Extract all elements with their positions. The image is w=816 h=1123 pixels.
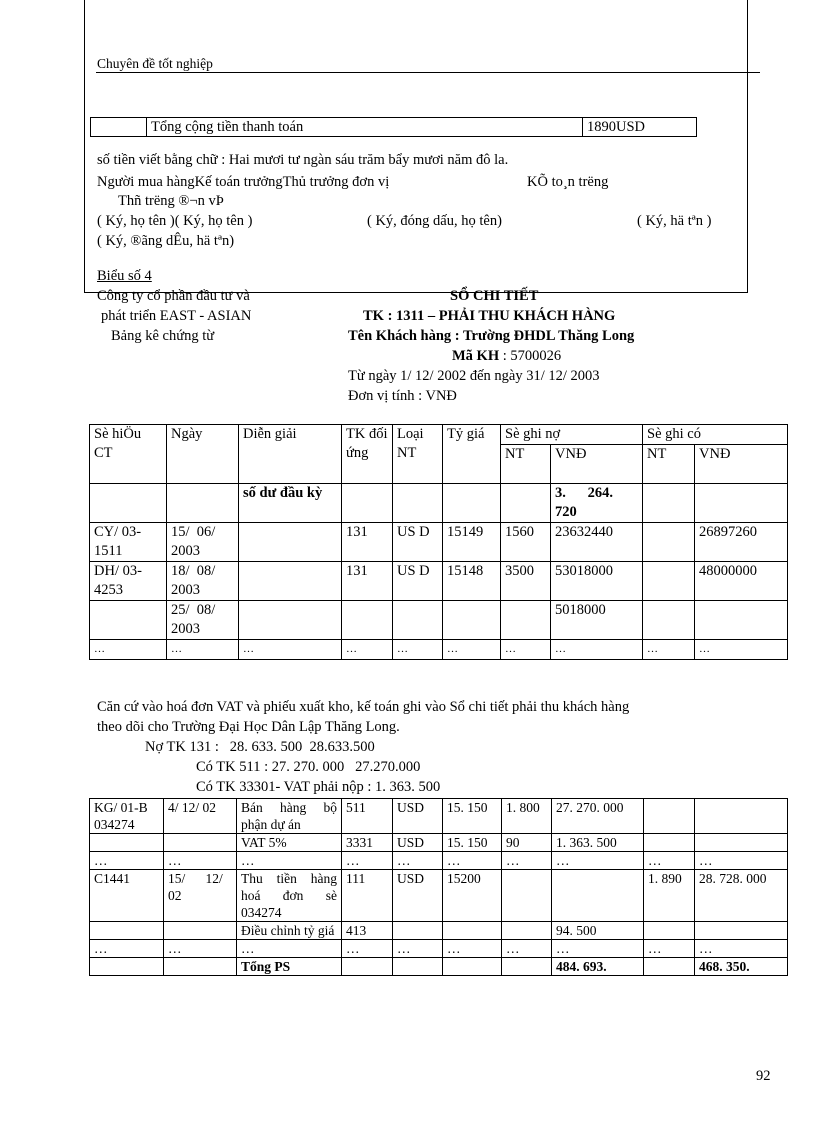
cell-credit-vnd bbox=[695, 922, 788, 940]
header-debit: Sè ghi nợ bbox=[501, 425, 643, 445]
transactions-table bbox=[89, 798, 788, 976]
total-debit: 484. 693. bbox=[552, 958, 644, 976]
cell-desc: VAT 5% bbox=[237, 834, 342, 852]
cell-credit-nt bbox=[643, 523, 695, 562]
cell-doc bbox=[90, 601, 167, 640]
cell-cur: US D bbox=[393, 523, 443, 562]
cell-doc: KG/ 01-B 034274 bbox=[90, 799, 164, 834]
cell-rate: … bbox=[443, 640, 501, 660]
cell-doc: … bbox=[90, 852, 164, 870]
signature-sign-1: ( Ký, họ tên )( Ký, họ tên ) bbox=[97, 213, 253, 229]
cell-credit-vnd: 48000000 bbox=[695, 562, 788, 601]
cell-credit-nt bbox=[644, 799, 695, 834]
cell-desc: Thu tiền hàng hoá đơn sè 034274 bbox=[237, 870, 342, 922]
table-cell bbox=[443, 958, 502, 976]
ledger-table bbox=[89, 424, 788, 660]
cell-cur bbox=[393, 601, 443, 640]
table-row bbox=[90, 562, 788, 601]
cell-acc: 111 bbox=[342, 870, 393, 922]
cell-cur: US D bbox=[393, 562, 443, 601]
cell-debit-nt: 1. 800 bbox=[502, 799, 552, 834]
journal-entry-credit-1: Có TK 511 : 27. 270. 000 27.270.000 bbox=[196, 759, 421, 775]
signature-sign-3: ( Ký, hä tªn ) bbox=[637, 213, 712, 229]
cell-cur: USD bbox=[393, 799, 443, 834]
cell-doc: DH/ 03- 4253 bbox=[90, 562, 167, 601]
table-row bbox=[90, 834, 788, 852]
table-cell bbox=[342, 484, 393, 523]
header-debit-vnd: VNĐ bbox=[551, 445, 643, 484]
table-cell bbox=[90, 484, 167, 523]
table-cell bbox=[393, 484, 443, 523]
cell-desc bbox=[239, 562, 342, 601]
cell-doc bbox=[90, 834, 164, 852]
cell-debit-nt: 90 bbox=[502, 834, 552, 852]
table-row bbox=[90, 523, 788, 562]
table-row bbox=[90, 640, 788, 660]
cell-doc: CY/ 03- 1511 bbox=[90, 523, 167, 562]
cell-debit-nt bbox=[502, 922, 552, 940]
cell-debit-nt: … bbox=[502, 852, 552, 870]
cell-credit-vnd: 28. 728. 000 bbox=[695, 870, 788, 922]
table-cell bbox=[501, 484, 551, 523]
cell-acc: … bbox=[342, 852, 393, 870]
signature-sign-4: ( Ký, ®ãng dÊu, hä tªn) bbox=[97, 233, 235, 249]
cell-rate: 15. 150 bbox=[443, 799, 502, 834]
cell-debit-nt: 3500 bbox=[501, 562, 551, 601]
cell-acc: 413 bbox=[342, 922, 393, 940]
ledger-account: TK : 1311 – PHẢI THU KHÁCH HÀNG bbox=[363, 308, 616, 324]
customer-code-label: Mã KH bbox=[452, 348, 500, 364]
table-row bbox=[90, 852, 788, 870]
header-description: Diễn giải bbox=[239, 425, 342, 484]
cell-rate: … bbox=[443, 940, 502, 958]
cell-credit-nt: 1. 890 bbox=[644, 870, 695, 922]
cell-rate: 15149 bbox=[443, 523, 501, 562]
header-date: Ngày bbox=[167, 425, 239, 484]
cell-date: 4/ 12/ 02 bbox=[164, 799, 237, 834]
ledger-period: Từ ngày 1/ 12/ 2002 đến ngày 31/ 12/ 2003 bbox=[348, 368, 600, 384]
header-credit-nt: NT bbox=[643, 445, 695, 484]
table-row bbox=[90, 601, 788, 640]
cell-credit-nt: … bbox=[643, 640, 695, 660]
cell-debit-vnd: 5018000 bbox=[551, 601, 643, 640]
header-currency-type: Loại NT bbox=[393, 425, 443, 484]
company-line-3: Bảng kê chứng từ bbox=[111, 328, 215, 344]
header-title: Chuyên đề tốt nghiệp bbox=[97, 56, 213, 71]
cell-cur: … bbox=[393, 940, 443, 958]
table-cell bbox=[502, 958, 552, 976]
header-debit-nt: NT bbox=[501, 445, 551, 484]
signature-sign-2: ( Ký, đóng dấu, họ tên) bbox=[367, 213, 502, 229]
cell-credit-nt: … bbox=[644, 940, 695, 958]
cell-doc: … bbox=[90, 640, 167, 660]
total-row bbox=[90, 958, 788, 976]
cell-debit-vnd: 27. 270. 000 bbox=[552, 799, 644, 834]
cell-date: … bbox=[164, 940, 237, 958]
cell-debit-vnd: 23632440 bbox=[551, 523, 643, 562]
cell-credit-vnd: … bbox=[695, 852, 788, 870]
cell-acc: 3331 bbox=[342, 834, 393, 852]
header-rule bbox=[96, 72, 760, 73]
cell-date: … bbox=[164, 852, 237, 870]
table-cell bbox=[695, 484, 788, 523]
table-row bbox=[90, 922, 788, 940]
cell-acc: … bbox=[342, 940, 393, 958]
total-credit: 468. 350. bbox=[695, 958, 788, 976]
cell-debit-nt: 1560 bbox=[501, 523, 551, 562]
page-number: 92 bbox=[756, 1068, 771, 1084]
cell-acc: 131 bbox=[342, 562, 393, 601]
cell-credit-nt bbox=[644, 922, 695, 940]
cell-desc: Điều chỉnh tỷ giá bbox=[237, 922, 342, 940]
cell-desc: … bbox=[237, 940, 342, 958]
cell-doc bbox=[90, 922, 164, 940]
table-header-row bbox=[90, 425, 788, 445]
company-line-1: Công ty cổ phần đầu tư và bbox=[97, 288, 250, 304]
cell-date: 15/ 12/ 02 bbox=[164, 870, 237, 922]
company-line-2: phát triển EAST - ASIAN bbox=[101, 308, 252, 324]
table-row bbox=[90, 870, 788, 922]
cell-credit-nt: … bbox=[644, 852, 695, 870]
cell-date bbox=[164, 834, 237, 852]
cell-credit-vnd: 26897260 bbox=[695, 523, 788, 562]
cell-cur bbox=[393, 922, 443, 940]
header-doc-no: Sè hiÖu CT bbox=[90, 425, 167, 484]
cell-cur: USD bbox=[393, 870, 443, 922]
cell-credit-nt bbox=[643, 562, 695, 601]
signature-role-head: Thñ trëng ®¬n vÞ bbox=[118, 193, 224, 209]
cell-credit-nt bbox=[644, 834, 695, 852]
ledger-title: SỔ CHI TIẾT bbox=[450, 288, 539, 304]
journal-entry-credit-2: Có TK 33301- VAT phải nộp : 1. 363. 500 bbox=[196, 779, 441, 795]
cell-credit-vnd: … bbox=[695, 640, 788, 660]
cell-date: … bbox=[167, 640, 239, 660]
cell-debit-vnd: … bbox=[552, 940, 644, 958]
cell-rate: 15148 bbox=[443, 562, 501, 601]
cell-date: 18/ 08/ 2003 bbox=[167, 562, 239, 601]
table-cell bbox=[342, 958, 393, 976]
form-number: Biểu số 4 bbox=[97, 268, 152, 284]
cell-desc: … bbox=[239, 640, 342, 660]
table-cell bbox=[643, 484, 695, 523]
cell-date bbox=[164, 922, 237, 940]
narrative-line-2: theo dõi cho Trường Đại Học Dân Lập Thăng Long. bbox=[97, 719, 400, 735]
cell-doc: C1441 bbox=[90, 870, 164, 922]
cell-cur: … bbox=[393, 852, 443, 870]
total-box bbox=[90, 117, 697, 137]
cell-debit-vnd: 53018000 bbox=[551, 562, 643, 601]
cell-desc: … bbox=[237, 852, 342, 870]
cell-credit-vnd bbox=[695, 834, 788, 852]
header-credit: Sè ghi có bbox=[643, 425, 788, 445]
ledger-customer: Tên Khách hàng : Trường ĐHDL Thăng Long bbox=[348, 328, 635, 344]
cell-credit-nt bbox=[643, 601, 695, 640]
opening-balance-value: 3. 264. 720 bbox=[551, 484, 643, 523]
cell-cur: USD bbox=[393, 834, 443, 852]
opening-balance-label: số dư đầu kỳ bbox=[239, 484, 342, 523]
signature-roles: Người mua hàngKế toán trưởngThủ trưởng đơn vị bbox=[97, 174, 390, 190]
cell-rate: … bbox=[443, 852, 502, 870]
total-value: 1890USD bbox=[583, 118, 697, 137]
cell-desc bbox=[239, 601, 342, 640]
cell-debit-vnd: 1. 363. 500 bbox=[552, 834, 644, 852]
table-cell bbox=[443, 484, 501, 523]
cell-rate bbox=[443, 601, 501, 640]
table-cell bbox=[167, 484, 239, 523]
cell-doc: … bbox=[90, 940, 164, 958]
journal-entry-debit: Nợ TK 131 : 28. 633. 500 28.633.500 bbox=[145, 739, 375, 755]
cell-acc: 131 bbox=[342, 523, 393, 562]
cell-rate: 15. 150 bbox=[443, 834, 502, 852]
signature-role-chief-accountant: KÕ to¸n trëng bbox=[527, 174, 609, 190]
table-cell bbox=[644, 958, 695, 976]
total-label: Tổng PS bbox=[237, 958, 342, 976]
cell-acc bbox=[342, 601, 393, 640]
cell-rate: 15200 bbox=[443, 870, 502, 922]
cell-debit-vnd bbox=[552, 870, 644, 922]
cell-credit-vnd bbox=[695, 799, 788, 834]
customer-code-value: : 5700026 bbox=[502, 348, 562, 364]
cell-desc bbox=[239, 523, 342, 562]
cell-acc: 511 bbox=[342, 799, 393, 834]
opening-balance-row bbox=[90, 484, 788, 523]
cell-debit-vnd: … bbox=[552, 852, 644, 870]
total-label: Tổng cộng tiền thanh toán bbox=[147, 118, 583, 137]
ledger-customer-code bbox=[452, 348, 561, 365]
cell-rate bbox=[443, 922, 502, 940]
cell-credit-vnd bbox=[695, 601, 788, 640]
cell-debit-nt: … bbox=[501, 640, 551, 660]
header-rate: Tỷ giá bbox=[443, 425, 501, 484]
cell-debit-vnd: 94. 500 bbox=[552, 922, 644, 940]
table-cell bbox=[90, 958, 164, 976]
cell-credit-vnd: … bbox=[695, 940, 788, 958]
cell-debit-vnd: … bbox=[551, 640, 643, 660]
cell-cur: … bbox=[393, 640, 443, 660]
cell-debit-nt: … bbox=[502, 940, 552, 958]
table-row bbox=[90, 940, 788, 958]
cell-date: 15/ 06/ 2003 bbox=[167, 523, 239, 562]
amount-in-words: số tiền viết bằng chữ : Hai mươi tư ngàn sáu trăm bẩy mươi năm đô la. bbox=[97, 152, 509, 168]
cell-desc: Bán hàng bộ phận dự án bbox=[237, 799, 342, 834]
header-account: TK đối ứng bbox=[342, 425, 393, 484]
table-cell bbox=[164, 958, 237, 976]
table-row bbox=[90, 799, 788, 834]
header-credit-vnd: VNĐ bbox=[695, 445, 788, 484]
cell-debit-nt bbox=[502, 870, 552, 922]
table-cell bbox=[393, 958, 443, 976]
cell-debit-nt bbox=[501, 601, 551, 640]
cell-acc: … bbox=[342, 640, 393, 660]
total-box-blank bbox=[91, 118, 147, 137]
ledger-currency: Đơn vị tính : VNĐ bbox=[348, 388, 457, 404]
narrative-line-1: Căn cứ vào hoá đơn VAT và phiếu xuất kho, kế toán ghi vào Sổ chi tiết phải thu khách hàng bbox=[97, 699, 630, 715]
cell-date: 25/ 08/ 2003 bbox=[167, 601, 239, 640]
